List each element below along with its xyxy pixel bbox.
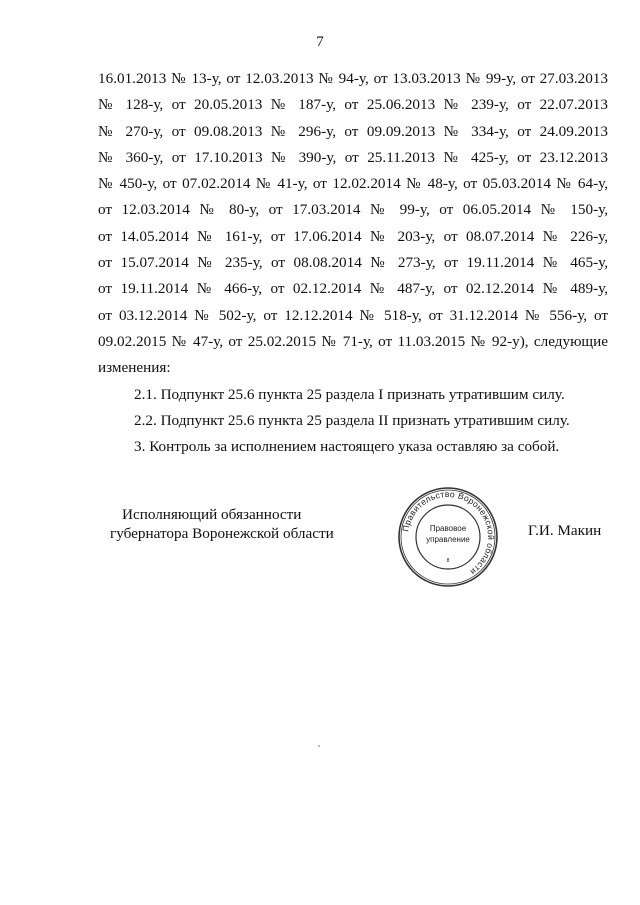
paragraph-line: изменения: [98,359,171,377]
paragraph-line: от 14.05.2014 № 161-у, от 17.06.2014 № 203-у, от 08.07.2014 № 226-у, [98,227,608,245]
signatory-title-line2: губернатора Воронежской области [110,525,334,542]
paragraph-line: № 450-у, от 07.02.2014 № 41-у, от 12.02.2014 № 48-у, от 05.03.2014 № 64-у, [98,175,608,193]
paragraph-line: от 03.12.2014 № 502-у, от 12.12.2014 № 518-у, от 31.12.2014 № 556-у, от [98,306,608,324]
signatory-title [110,505,338,543]
paragraph-line: от 15.07.2014 № 235-у, от 08.08.2014 № 273-у, от 19.11.2014 № 465-у, [98,254,608,272]
document-body [98,66,608,460]
item-3: 3. Контроль за исполнением настоящего указа оставляю за собой. [134,438,560,456]
paragraph-line: от 12.03.2014 № 80-у, от 17.03.2014 № 99-у, от 06.05.2014 № 150-у, [98,201,608,219]
paragraph-line: № 360-у, от 17.10.2013 № 390-у, от 25.11.2013 № 425-у, от 23.12.2013 [98,148,608,166]
page-number: 7 [316,34,324,50]
paragraph-line: № 270-у, от 09.08.2013 № 296-у, от 09.09.2013 № 334-у, от 24.09.2013 [98,122,608,140]
item-2-1: 2.1. Подпункт 25.6 пункта 25 раздела I признать утратившим силу. [134,385,565,403]
paragraph-line: 09.02.2015 № 47-у, от 25.02.2015 № 71-у, от 11.03.2015 № 92-у), следующие [98,332,608,350]
stamp-center-line2: управление [426,535,470,544]
scan-speck [318,745,320,747]
stamp-center-line1: Правовое [429,524,467,533]
stamp-ring-text: Правительство Воронежской области [400,488,497,578]
item-2-2: 2.2. Подпункт 25.6 пункта 25 раздела II признать утратившим силу. [134,411,570,429]
signatory-name: Г.И. Макин [528,522,602,539]
signatory-title-line1: Исполняющий обязанности [122,506,302,523]
stamp-mark: 8 [446,558,450,564]
paragraph-line: 16.01.2013 № 13-у, от 12.03.2013 № 94-у, от 13.03.2013 № 99-у, от 27.03.2013 [98,70,608,87]
official-stamp [397,486,499,588]
paragraph-line: № 128-у, от 20.05.2013 № 187-у, от 25.06.2013 № 239-у, от 22.07.2013 [98,96,608,114]
paragraph-line: от 19.11.2014 № 466-у, от 02.12.2014 № 487-у, от 02.12.2014 № 489-у, [98,280,608,298]
